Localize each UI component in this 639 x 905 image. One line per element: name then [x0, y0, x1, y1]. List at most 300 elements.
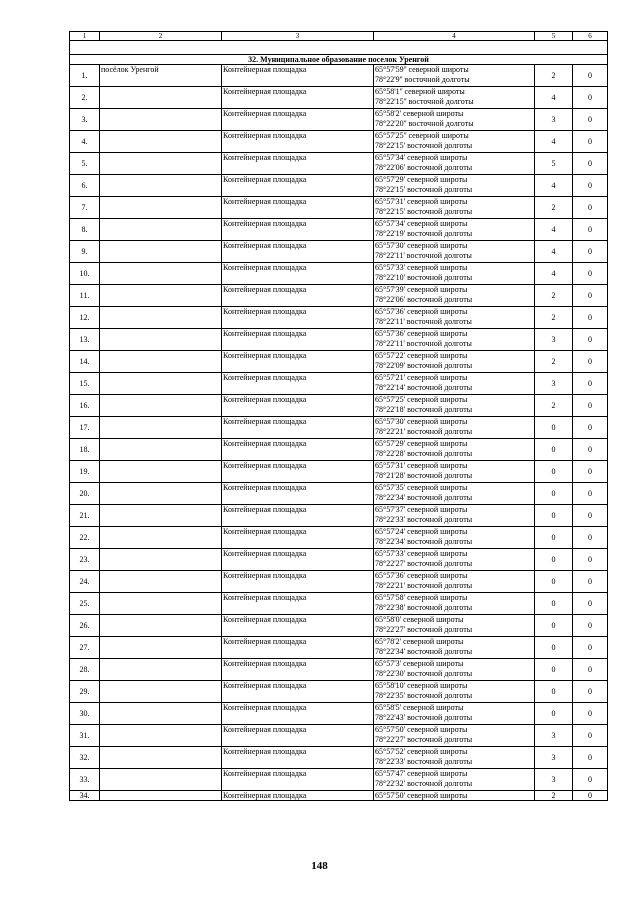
- column6-cell: 0: [573, 527, 608, 549]
- column6-cell: 0: [573, 483, 608, 505]
- table-row: [70, 241, 608, 263]
- longitude-text: 78°22'33' восточной долготы: [375, 515, 473, 524]
- container-count-cell: 2: [535, 65, 573, 87]
- table-row: [70, 417, 608, 439]
- settlement-cell: [100, 175, 222, 197]
- site-type-cell: Контейнерная площадка: [222, 659, 374, 681]
- table-row: [70, 593, 608, 615]
- longitude-text: 78°22'10' восточной долготы: [375, 273, 473, 282]
- longitude-text: 78°22'34' восточной долготы: [375, 493, 473, 502]
- latitude-text: 65°57'33' северной широты: [375, 263, 468, 272]
- row-number-cell: 3.: [70, 109, 100, 131]
- container-count-cell: 4: [535, 131, 573, 153]
- settlement-cell: [100, 791, 222, 801]
- column6-cell: 0: [573, 549, 608, 571]
- longitude-text: 78°22'33' восточной долготы: [375, 757, 473, 766]
- coordinates-cell: [374, 615, 535, 637]
- container-count-cell: 0: [535, 637, 573, 659]
- site-type-cell: Контейнерная площадка: [222, 65, 374, 87]
- section-title: 32. Муниципальное образование поселок Уренгой: [70, 55, 608, 65]
- container-count-cell: 0: [535, 593, 573, 615]
- table-row: [70, 571, 608, 593]
- latitude-text: 65°57'31' северной широты: [375, 461, 468, 470]
- row-number-cell: 13.: [70, 329, 100, 351]
- settlement-cell: [100, 219, 222, 241]
- table-row: [70, 439, 608, 461]
- coordinates-cell: [374, 109, 535, 131]
- latitude-text: 65°57'58' северной широты: [375, 593, 468, 602]
- latitude-text: 65°57'30' северной широты: [375, 417, 468, 426]
- site-type-cell: Контейнерная площадка: [222, 571, 374, 593]
- latitude-text: 65°57'25'' северной широты: [375, 131, 469, 140]
- settlement-cell: [100, 505, 222, 527]
- latitude-text: 65°57'39' северной широты: [375, 285, 468, 294]
- row-number-cell: 4.: [70, 131, 100, 153]
- row-number-cell: 33.: [70, 769, 100, 791]
- latitude-text: 65°57'34' северной широты: [375, 219, 468, 228]
- container-count-cell: 3: [535, 725, 573, 747]
- latitude-text: 65°57'52' северной широты: [375, 747, 468, 756]
- column6-cell: 0: [573, 307, 608, 329]
- table-row: [70, 681, 608, 703]
- container-count-cell: 0: [535, 461, 573, 483]
- table-row: [70, 307, 608, 329]
- table-row: [70, 395, 608, 417]
- coordinates-cell: [374, 439, 535, 461]
- coordinates-cell: [374, 395, 535, 417]
- coordinates-cell: [374, 241, 535, 263]
- latitude-text: 65°57'25' северной широты: [375, 395, 468, 404]
- site-type-cell: Контейнерная площадка: [222, 417, 374, 439]
- longitude-text: 78°22'28' восточной долготы: [375, 449, 473, 458]
- table-row: [70, 615, 608, 637]
- row-number-cell: 21.: [70, 505, 100, 527]
- latitude-text: 65°57'33' северной широты: [375, 549, 468, 558]
- column6-cell: 0: [573, 153, 608, 175]
- column-number-row: [70, 32, 608, 41]
- coordinates-cell: [374, 263, 535, 285]
- container-count-cell: 0: [535, 439, 573, 461]
- longitude-text: 78°22'15'' восточной долготы: [375, 97, 474, 106]
- container-count-cell: 2: [535, 351, 573, 373]
- longitude-text: 78°22'11' восточной долготы: [375, 251, 472, 260]
- column6-cell: 0: [573, 747, 608, 769]
- column6-cell: 0: [573, 329, 608, 351]
- column-number: 1: [70, 32, 100, 41]
- longitude-text: 78°22'11' восточной долготы: [375, 317, 472, 326]
- column6-cell: 0: [573, 417, 608, 439]
- coordinates-cell: [374, 153, 535, 175]
- settlement-cell: [100, 417, 222, 439]
- settlement-cell: [100, 725, 222, 747]
- latitude-text: 65°78'2' северной широты: [375, 637, 464, 646]
- coordinates-cell: [374, 747, 535, 769]
- column6-cell: 0: [573, 131, 608, 153]
- column-number: 2: [100, 32, 222, 41]
- coordinates-cell: [374, 285, 535, 307]
- site-type-cell: Контейнерная площадка: [222, 681, 374, 703]
- longitude-text: 78°22'15' восточной долготы: [375, 141, 473, 150]
- latitude-text: 65°57'37' северной широты: [375, 505, 468, 514]
- longitude-text: 78°22'27' восточной долготы: [375, 625, 473, 634]
- site-type-cell: Контейнерная площадка: [222, 791, 374, 801]
- site-type-cell: Контейнерная площадка: [222, 285, 374, 307]
- latitude-text: 65°57'30' северной широты: [375, 241, 468, 250]
- settlement-cell: [100, 571, 222, 593]
- container-count-cell: 4: [535, 219, 573, 241]
- row-number-cell: 1.: [70, 65, 100, 87]
- row-number-cell: 19.: [70, 461, 100, 483]
- section-title-row: [70, 55, 608, 65]
- settlement-cell: [100, 197, 222, 219]
- column6-cell: 0: [573, 769, 608, 791]
- longitude-text: 78°22'15' восточной долготы: [375, 207, 473, 216]
- column-number: 3: [222, 32, 374, 41]
- longitude-text: 78°22'20'' восточной долготы: [375, 119, 474, 128]
- site-type-cell: Контейнерная площадка: [222, 329, 374, 351]
- container-count-cell: 2: [535, 285, 573, 307]
- settlement-cell: [100, 307, 222, 329]
- row-number-cell: 27.: [70, 637, 100, 659]
- latitude-text: 65°57'50' северной широты: [375, 725, 468, 734]
- column6-cell: 0: [573, 637, 608, 659]
- container-count-cell: 4: [535, 263, 573, 285]
- row-number-cell: 16.: [70, 395, 100, 417]
- longitude-text: 78°22'11' восточной долготы: [375, 339, 472, 348]
- longitude-text: 78°22'19' восточной долготы: [375, 229, 473, 238]
- settlement-cell: [100, 241, 222, 263]
- column6-cell: 0: [573, 725, 608, 747]
- coordinates-cell: [374, 593, 535, 615]
- latitude-text: 65°57'24' северной широты: [375, 527, 468, 536]
- longitude-text: 78°22'06' восточной долготы: [375, 163, 473, 172]
- column6-cell: 0: [573, 87, 608, 109]
- table-row: [70, 527, 608, 549]
- table-row: [70, 549, 608, 571]
- row-number-cell: 20.: [70, 483, 100, 505]
- settlement-cell: [100, 285, 222, 307]
- latitude-text: 65°57'21' северной широты: [375, 373, 468, 382]
- site-type-cell: Контейнерная площадка: [222, 395, 374, 417]
- site-type-cell: Контейнерная площадка: [222, 769, 374, 791]
- column-number: 4: [374, 32, 535, 41]
- document-sheet: [69, 31, 607, 801]
- site-type-cell: Контейнерная площадка: [222, 703, 374, 725]
- site-type-cell: Контейнерная площадка: [222, 483, 374, 505]
- longitude-text: 78°22'27' восточной долготы: [375, 559, 473, 568]
- row-number-cell: 7.: [70, 197, 100, 219]
- column6-cell: 0: [573, 109, 608, 131]
- table-row: [70, 659, 608, 681]
- container-count-cell: 0: [535, 505, 573, 527]
- row-number-cell: 28.: [70, 659, 100, 681]
- row-number-cell: 18.: [70, 439, 100, 461]
- latitude-text: 65°57'36' северной широты: [375, 307, 468, 316]
- container-count-cell: 0: [535, 483, 573, 505]
- settlement-cell: [100, 615, 222, 637]
- longitude-text: 78°22'32' восточной долготы: [375, 779, 473, 788]
- column6-cell: 0: [573, 505, 608, 527]
- column6-cell: 0: [573, 175, 608, 197]
- column6-cell: 0: [573, 197, 608, 219]
- row-number-cell: 29.: [70, 681, 100, 703]
- site-type-cell: Контейнерная площадка: [222, 307, 374, 329]
- coordinates-cell: [374, 681, 535, 703]
- row-number-cell: 11.: [70, 285, 100, 307]
- latitude-text: 65°57'50' северной широты: [375, 791, 468, 800]
- site-type-cell: Контейнерная площадка: [222, 197, 374, 219]
- column6-cell: 0: [573, 351, 608, 373]
- table-row: [70, 131, 608, 153]
- longitude-text: 78°22'9'' восточной долготы: [375, 75, 470, 84]
- container-count-cell: 3: [535, 373, 573, 395]
- longitude-text: 78°22'21' восточной долготы: [375, 581, 473, 590]
- longitude-text: 78°22'09' восточной долготы: [375, 361, 473, 370]
- settlement-cell: [100, 373, 222, 395]
- table-row: [70, 219, 608, 241]
- column-number: 6: [573, 32, 608, 41]
- table-row: [70, 637, 608, 659]
- longitude-text: 78°22'06' восточной долготы: [375, 295, 473, 304]
- column6-cell: 0: [573, 439, 608, 461]
- table-row: [70, 87, 608, 109]
- container-count-cell: 0: [535, 703, 573, 725]
- row-number-cell: 9.: [70, 241, 100, 263]
- row-number-cell: 26.: [70, 615, 100, 637]
- row-number-cell: 30.: [70, 703, 100, 725]
- site-type-cell: Контейнерная площадка: [222, 153, 374, 175]
- settlement-cell: [100, 263, 222, 285]
- container-count-cell: 0: [535, 681, 573, 703]
- row-number-cell: 6.: [70, 175, 100, 197]
- latitude-text: 65°57'29' северной широты: [375, 439, 468, 448]
- row-number-cell: 14.: [70, 351, 100, 373]
- row-number-cell: 5.: [70, 153, 100, 175]
- settlement-cell: [100, 329, 222, 351]
- container-count-cell: 0: [535, 549, 573, 571]
- site-type-cell: Контейнерная площадка: [222, 725, 374, 747]
- coordinates-cell: [374, 791, 535, 801]
- site-type-cell: Контейнерная площадка: [222, 637, 374, 659]
- latitude-text: 65°57'36' северной широты: [375, 571, 468, 580]
- settlement-cell: [100, 395, 222, 417]
- coordinates-cell: [374, 219, 535, 241]
- container-count-cell: 2: [535, 395, 573, 417]
- container-count-cell: 4: [535, 241, 573, 263]
- row-number-cell: 17.: [70, 417, 100, 439]
- coordinates-cell: [374, 131, 535, 153]
- row-number-cell: 34.: [70, 791, 100, 801]
- table-row: [70, 329, 608, 351]
- coordinates-cell: [374, 637, 535, 659]
- table-row: [70, 351, 608, 373]
- coordinates-cell: [374, 175, 535, 197]
- coordinates-cell: [374, 87, 535, 109]
- coordinates-cell: [374, 65, 535, 87]
- settlement-cell: [100, 637, 222, 659]
- column6-cell: 0: [573, 395, 608, 417]
- coordinates-cell: [374, 461, 535, 483]
- container-count-cell: 2: [535, 197, 573, 219]
- coordinates-cell: [374, 417, 535, 439]
- coordinates-cell: [374, 769, 535, 791]
- table-row: [70, 461, 608, 483]
- site-type-cell: Контейнерная площадка: [222, 131, 374, 153]
- site-type-cell: Контейнерная площадка: [222, 505, 374, 527]
- site-type-cell: Контейнерная площадка: [222, 527, 374, 549]
- site-type-cell: Контейнерная площадка: [222, 219, 374, 241]
- latitude-text: 65°58'5' северной широты: [375, 703, 464, 712]
- table-row: [70, 505, 608, 527]
- spacer-cell: [70, 41, 608, 55]
- settlement-cell: [100, 483, 222, 505]
- column6-cell: 0: [573, 241, 608, 263]
- column6-cell: 0: [573, 659, 608, 681]
- latitude-text: 65°58'10' северной широты: [375, 681, 468, 690]
- container-count-cell: 3: [535, 109, 573, 131]
- column6-cell: 0: [573, 571, 608, 593]
- settlement-cell: [100, 703, 222, 725]
- column6-cell: 0: [573, 461, 608, 483]
- coordinates-cell: [374, 725, 535, 747]
- settlement-cell: посёлок Уренгой: [100, 65, 222, 87]
- settlement-cell: [100, 131, 222, 153]
- coordinates-cell: [374, 197, 535, 219]
- column6-cell: 0: [573, 263, 608, 285]
- column6-cell: 0: [573, 593, 608, 615]
- table-row: [70, 109, 608, 131]
- page-number: 148: [311, 860, 328, 872]
- table-row: [70, 65, 608, 87]
- longitude-text: 78°22'30' восточной долготы: [375, 669, 473, 678]
- coordinates-cell: [374, 505, 535, 527]
- coordinates-cell: [374, 307, 535, 329]
- container-count-cell: 0: [535, 615, 573, 637]
- coordinates-cell: [374, 703, 535, 725]
- column6-cell: 0: [573, 285, 608, 307]
- container-count-cell: 5: [535, 153, 573, 175]
- container-count-cell: 2: [535, 791, 573, 801]
- site-type-cell: Контейнерная площадка: [222, 87, 374, 109]
- row-number-cell: 32.: [70, 747, 100, 769]
- column6-cell: 0: [573, 703, 608, 725]
- longitude-text: 78°22'15' восточной долготы: [375, 185, 473, 194]
- longitude-text: 78°22'14' восточной долготы: [375, 383, 473, 392]
- longitude-text: 78°22'38' восточной долготы: [375, 603, 473, 612]
- coordinates-cell: [374, 351, 535, 373]
- site-type-cell: Контейнерная площадка: [222, 373, 374, 395]
- container-count-cell: 4: [535, 87, 573, 109]
- table-row: [70, 725, 608, 747]
- latitude-text: 65°57'3' северной широты: [375, 659, 464, 668]
- longitude-text: 78°22'21' восточной долготы: [375, 427, 473, 436]
- latitude-text: 65°57'29' северной широты: [375, 175, 468, 184]
- latitude-text: 65°58'2' северной широты: [375, 109, 464, 118]
- column6-cell: 0: [573, 681, 608, 703]
- site-type-cell: Контейнерная площадка: [222, 109, 374, 131]
- settlement-cell: [100, 109, 222, 131]
- row-number-cell: 22.: [70, 527, 100, 549]
- site-type-cell: Контейнерная площадка: [222, 747, 374, 769]
- table-row: [70, 769, 608, 791]
- latitude-text: 65°57'36' северной широты: [375, 329, 468, 338]
- row-number-cell: 25.: [70, 593, 100, 615]
- table-row: [70, 285, 608, 307]
- coordinates-cell: [374, 329, 535, 351]
- settlement-cell: [100, 527, 222, 549]
- settlement-cell: [100, 351, 222, 373]
- row-number-cell: 12.: [70, 307, 100, 329]
- container-count-cell: 0: [535, 527, 573, 549]
- settlement-cell: [100, 439, 222, 461]
- row-number-cell: 23.: [70, 549, 100, 571]
- longitude-text: 78°22'34' восточной долготы: [375, 537, 473, 546]
- table-row: [70, 373, 608, 395]
- settlement-cell: [100, 461, 222, 483]
- coordinates-cell: [374, 373, 535, 395]
- longitude-text: 78°22'43' восточной долготы: [375, 713, 473, 722]
- site-type-cell: Контейнерная площадка: [222, 263, 374, 285]
- row-number-cell: 8.: [70, 219, 100, 241]
- settlement-cell: [100, 593, 222, 615]
- latitude-text: 65°58'1'' северной широты: [375, 87, 465, 96]
- coordinates-cell: [374, 483, 535, 505]
- settlement-cell: [100, 769, 222, 791]
- table-row: [70, 747, 608, 769]
- container-count-cell: 3: [535, 769, 573, 791]
- container-count-cell: 4: [535, 175, 573, 197]
- column-number: 5: [535, 32, 573, 41]
- table-row: [70, 483, 608, 505]
- site-type-cell: Контейнерная площадка: [222, 549, 374, 571]
- row-number-cell: 2.: [70, 87, 100, 109]
- latitude-text: 65°57'34' северной широты: [375, 153, 468, 162]
- latitude-text: 65°57'47' северной широты: [375, 769, 468, 778]
- settlement-cell: [100, 681, 222, 703]
- row-number-cell: 31.: [70, 725, 100, 747]
- coordinates-cell: [374, 527, 535, 549]
- container-count-cell: 3: [535, 329, 573, 351]
- table-row: [70, 791, 608, 801]
- table-row: [70, 263, 608, 285]
- container-count-cell: 0: [535, 659, 573, 681]
- settlement-cell: [100, 659, 222, 681]
- row-number-cell: 15.: [70, 373, 100, 395]
- site-type-cell: Контейнерная площадка: [222, 439, 374, 461]
- container-sites-table: [69, 31, 608, 801]
- longitude-text: 78°22'35' восточной долготы: [375, 691, 473, 700]
- table-row: [70, 703, 608, 725]
- table-row: [70, 197, 608, 219]
- longitude-text: 78°22'18' восточной долготы: [375, 405, 473, 414]
- row-number-cell: 10.: [70, 263, 100, 285]
- latitude-text: 65°58'0' северной широты: [375, 615, 464, 624]
- column6-cell: 0: [573, 615, 608, 637]
- coordinates-cell: [374, 549, 535, 571]
- longitude-text: 78°22'34' восточной долготы: [375, 647, 473, 656]
- site-type-cell: Контейнерная площадка: [222, 241, 374, 263]
- latitude-text: 65°57'59'' северной широты: [375, 65, 469, 74]
- longitude-text: 78°22'27' восточной долготы: [375, 735, 473, 744]
- settlement-cell: [100, 87, 222, 109]
- latitude-text: 65°57'35' северной широты: [375, 483, 468, 492]
- row-number-cell: 24.: [70, 571, 100, 593]
- container-count-cell: 0: [535, 571, 573, 593]
- coordinates-cell: [374, 659, 535, 681]
- site-type-cell: Контейнерная площадка: [222, 175, 374, 197]
- table-row: [70, 175, 608, 197]
- column6-cell: 0: [573, 65, 608, 87]
